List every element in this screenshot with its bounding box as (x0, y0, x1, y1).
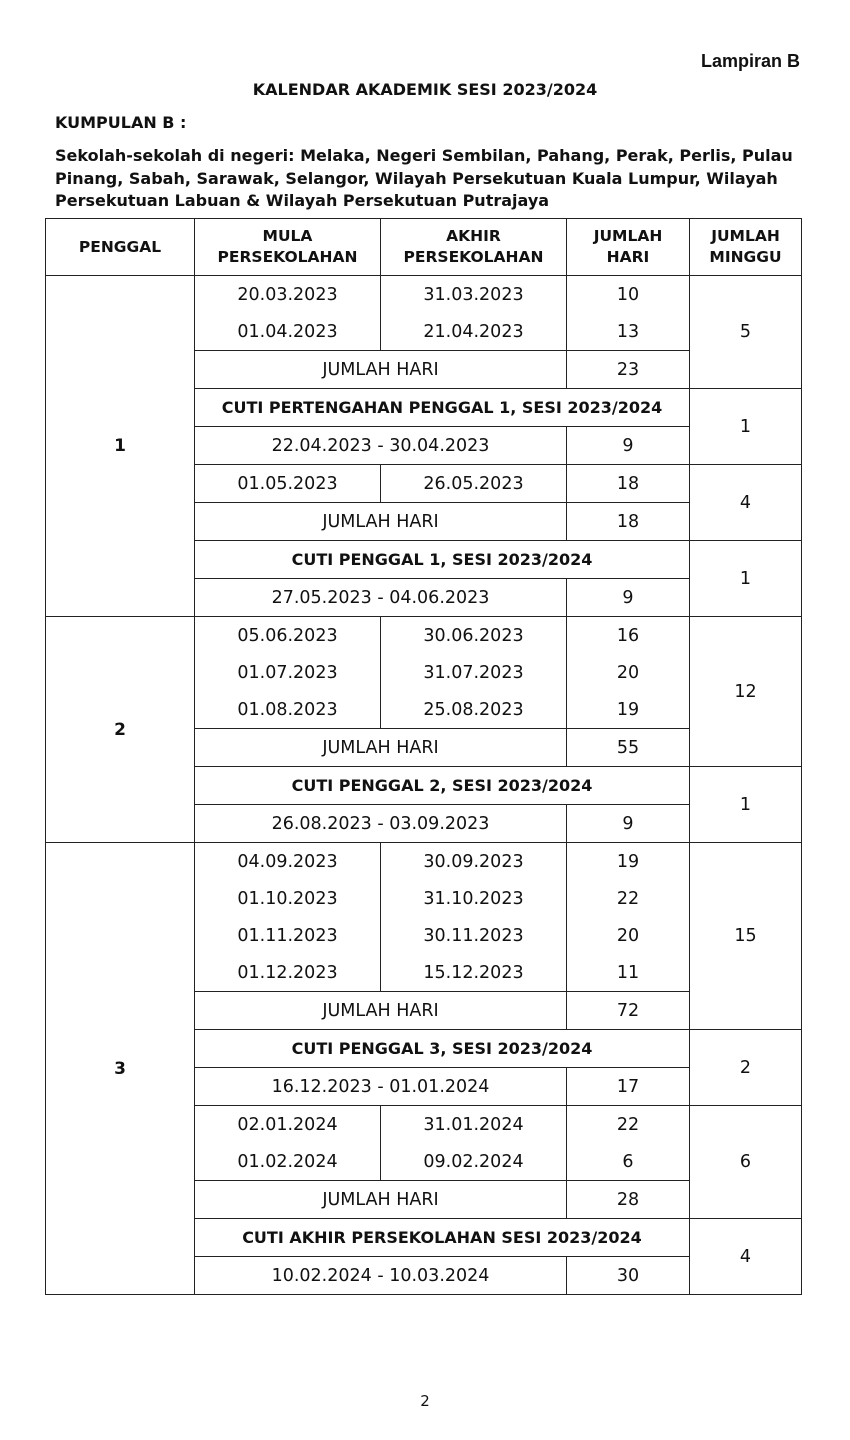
total-days-label: JUMLAH HARI (195, 729, 567, 767)
start-date: 01.11.2023 (195, 917, 381, 954)
academic-calendar-table (45, 218, 802, 1295)
start-date: 04.09.2023 (195, 843, 381, 881)
page-number: 2 (420, 1392, 430, 1410)
header-end: AKHIR PERSEKOLAHAN (381, 219, 567, 276)
weeks-count: 12 (690, 617, 802, 767)
total-days-label: JUMLAH HARI (195, 1181, 567, 1219)
term-cell: 3 (46, 843, 195, 1295)
weeks-count: 6 (690, 1106, 802, 1219)
table-row (46, 843, 802, 881)
header-start: MULA PERSEKOLAHAN (195, 219, 381, 276)
days-count: 9 (567, 805, 690, 843)
weeks-count: 2 (690, 1030, 802, 1106)
total-days-value: 18 (567, 503, 690, 541)
days-count: 6 (567, 1143, 690, 1181)
total-days-value: 23 (567, 351, 690, 389)
days-count: 20 (567, 654, 690, 691)
weeks-count: 15 (690, 843, 802, 1030)
group-label: KUMPULAN B : (55, 113, 187, 132)
weeks-count: 4 (690, 465, 802, 541)
holiday-range: 22.04.2023 - 30.04.2023 (195, 427, 567, 465)
total-days-label: JUMLAH HARI (195, 351, 567, 389)
days-count: 10 (567, 276, 690, 314)
holiday-title: CUTI PENGGAL 2, SESI 2023/2024 (195, 767, 690, 805)
end-date: 31.03.2023 (381, 276, 567, 314)
total-days-label: JUMLAH HARI (195, 992, 567, 1030)
end-date: 30.11.2023 (381, 917, 567, 954)
days-count: 19 (567, 843, 690, 881)
header-row (46, 219, 802, 276)
term-cell: 1 (46, 276, 195, 617)
holiday-range: 27.05.2023 - 04.06.2023 (195, 579, 567, 617)
start-date: 02.01.2024 (195, 1106, 381, 1144)
end-date: 09.02.2024 (381, 1143, 567, 1181)
end-date: 31.01.2024 (381, 1106, 567, 1144)
table-row (46, 617, 802, 655)
holiday-range: 26.08.2023 - 03.09.2023 (195, 805, 567, 843)
annex-label: Lampiran B (700, 51, 800, 71)
holiday-title: CUTI PENGGAL 3, SESI 2023/2024 (195, 1030, 690, 1068)
start-date: 01.04.2023 (195, 313, 381, 351)
days-count: 16 (567, 617, 690, 655)
days-count: 20 (567, 917, 690, 954)
days-count: 19 (567, 691, 690, 729)
weeks-count: 1 (690, 541, 802, 617)
weeks-count: 1 (690, 767, 802, 843)
days-count: 13 (567, 313, 690, 351)
weeks-count: 5 (690, 276, 802, 389)
days-count: 9 (567, 427, 690, 465)
start-date: 01.07.2023 (195, 654, 381, 691)
days-count: 11 (567, 954, 690, 992)
page-title: KALENDAR AKADEMIK SESI 2023/2024 (252, 80, 598, 99)
table-row (46, 276, 802, 314)
days-count: 18 (567, 465, 690, 503)
holiday-range: 16.12.2023 - 01.01.2024 (195, 1068, 567, 1106)
weeks-count: 4 (690, 1219, 802, 1295)
weeks-count: 1 (690, 389, 802, 465)
holiday-title: CUTI AKHIR PERSEKOLAHAN SESI 2023/2024 (195, 1219, 690, 1257)
start-date: 01.12.2023 (195, 954, 381, 992)
start-date: 05.06.2023 (195, 617, 381, 655)
days-count: 9 (567, 579, 690, 617)
end-date: 25.08.2023 (381, 691, 567, 729)
holiday-title: CUTI PERTENGAHAN PENGGAL 1, SESI 2023/2024 (195, 389, 690, 427)
term-cell: 2 (46, 617, 195, 843)
start-date: 20.03.2023 (195, 276, 381, 314)
header-term: PENGGAL (46, 219, 195, 276)
end-date: 26.05.2023 (381, 465, 567, 503)
end-date: 31.10.2023 (381, 880, 567, 917)
header-days: JUMLAH HARI (567, 219, 690, 276)
total-days-value: 55 (567, 729, 690, 767)
header-weeks: JUMLAH MINGGU (690, 219, 802, 276)
start-date: 01.02.2024 (195, 1143, 381, 1181)
states-description: Sekolah-sekolah di negeri: Melaka, Negeri Sembilan, Pahang, Perak, Perlis, Pulau Pinang, Sabah, Sarawak, Selangor, Wilayah Persekutuan Kuala Lumpur, Wilayah Persekutuan Labuan & Wilayah Persekutuan Putrajaya (55, 146, 793, 210)
start-date: 01.10.2023 (195, 880, 381, 917)
total-days-value: 72 (567, 992, 690, 1030)
end-date: 15.12.2023 (381, 954, 567, 992)
holiday-range: 10.02.2024 - 10.03.2024 (195, 1257, 567, 1295)
days-count: 30 (567, 1257, 690, 1295)
end-date: 31.07.2023 (381, 654, 567, 691)
total-days-label: JUMLAH HARI (195, 503, 567, 541)
total-days-value: 28 (567, 1181, 690, 1219)
start-date: 01.05.2023 (195, 465, 381, 503)
holiday-title: CUTI PENGGAL 1, SESI 2023/2024 (195, 541, 690, 579)
days-count: 22 (567, 880, 690, 917)
start-date: 01.08.2023 (195, 691, 381, 729)
end-date: 30.06.2023 (381, 617, 567, 655)
end-date: 30.09.2023 (381, 843, 567, 881)
days-count: 22 (567, 1106, 690, 1144)
days-count: 17 (567, 1068, 690, 1106)
end-date: 21.04.2023 (381, 313, 567, 351)
